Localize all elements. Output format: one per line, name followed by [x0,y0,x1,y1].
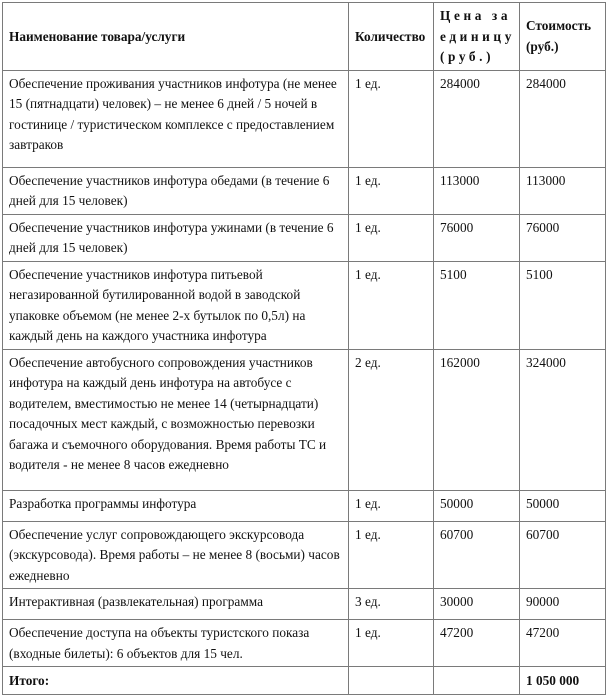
cell-name: Обеспечение участников инфотура обедами (в течение 6 дней для 15 человек) [3,167,349,214]
cell-unit-price: 76000 [434,214,520,261]
cell-cost: 5100 [520,261,606,349]
table-row [3,214,606,261]
cell-unit-price: 113000 [434,167,520,214]
header-cost: Стоимость (руб.) [520,3,606,71]
cell-quantity: 3 ед. [349,589,434,620]
cell-name: Интерактивная (развлекательная) программа [3,589,349,620]
table-row [3,349,606,490]
cell-name: Разработка программы инфотура [3,490,349,521]
total-quantity [349,667,434,695]
cell-cost: 90000 [520,589,606,620]
table-row [3,261,606,349]
total-row [3,667,606,695]
header-name: Наименование товара/услуги [3,3,349,71]
cell-cost: 60700 [520,521,606,589]
cell-name: Обеспечение проживания участников инфотура (не менее 15 (пятнадцати) человек) – не менее 6 дней / 5 ночей в гостинице / туристическом комплексе с предоставлением завтраков [3,70,349,167]
table-row [3,521,606,589]
table-row [3,490,606,521]
cell-quantity: 1 ед. [349,167,434,214]
cell-unit-price: 47200 [434,620,520,667]
cell-quantity: 1 ед. [349,521,434,589]
cell-name: Обеспечение доступа на объекты туристского показа (входные билеты): 6 объектов для 15 чел. [3,620,349,667]
cell-quantity: 1 ед. [349,490,434,521]
cell-name: Обеспечение автобусного сопровождения участников инфотура на каждый день инфотура на автобусе с водителем, вместимостью не менее 14 (четырнадцати) посадочных мест каждый, с возможностью перевозки багажа и съемочного оборудования. Время работы ТС и водителя - не менее 8 часов ежедневно [3,349,349,490]
table-row [3,70,606,167]
cell-cost: 76000 [520,214,606,261]
table-row [3,620,606,667]
cell-cost: 50000 [520,490,606,521]
table-row [3,167,606,214]
total-cost: 1 050 000 [520,667,606,695]
cell-cost: 113000 [520,167,606,214]
cell-quantity: 1 ед. [349,261,434,349]
cell-cost: 324000 [520,349,606,490]
cell-name: Обеспечение участников инфотура питьевой негазированной бутилированной водой в заводской упаковке объемом (не менее 2-х бутылок по 0,5л) на каждый день на каждого участника инфотура [3,261,349,349]
cell-cost: 284000 [520,70,606,167]
cell-unit-price: 60700 [434,521,520,589]
total-label: Итого: [3,667,349,695]
cell-quantity: 2 ед. [349,349,434,490]
cell-unit-price: 30000 [434,589,520,620]
pricing-table [2,2,606,695]
header-quantity: Количество [349,3,434,71]
cell-name: Обеспечение участников инфотура ужинами (в течение 6 дней для 15 человек) [3,214,349,261]
table-header-row [3,3,606,71]
table-row [3,589,606,620]
cell-quantity: 1 ед. [349,70,434,167]
cell-unit-price: 284000 [434,70,520,167]
cell-quantity: 1 ед. [349,214,434,261]
cell-quantity: 1 ед. [349,620,434,667]
cell-unit-price: 162000 [434,349,520,490]
cell-unit-price: 5100 [434,261,520,349]
header-unit-price: Цена за единицу (руб.) [434,3,520,71]
cell-name: Обеспечение услуг сопровождающего экскурсовода (экскурсовода). Время работы – не менее 8 (восьми) часов ежедневно [3,521,349,589]
total-unit-price [434,667,520,695]
cell-cost: 47200 [520,620,606,667]
cell-unit-price: 50000 [434,490,520,521]
